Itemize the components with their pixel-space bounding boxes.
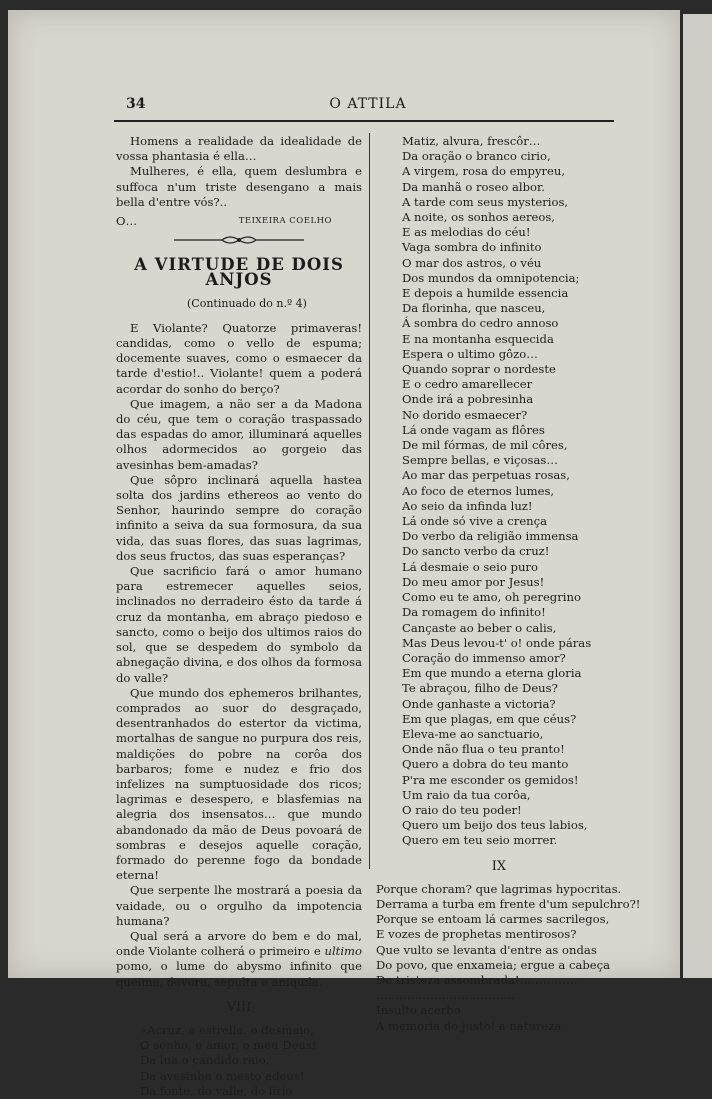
- article-title: A VIRTUDE DE DOIS ANJOS: [134, 255, 344, 290]
- continued-note: (Continuado do n.º 4): [187, 296, 307, 310]
- page-header: [120, 92, 616, 116]
- signature-name: TEIXEIRA COELHO: [238, 216, 332, 227]
- verse-line: Como eu te amo, oh peregrino: [402, 590, 581, 605]
- verse-line: Porque se entoam lá carmes sacrilegos,: [376, 912, 610, 927]
- verse-stanza-ix: [376, 881, 641, 1034]
- verse-line: Onde irá a pobresinha: [402, 392, 534, 407]
- verse-line: Do verbo da religião immensa: [402, 529, 579, 544]
- verse-line: Da manhã o roseo albor.: [402, 179, 545, 194]
- verse-line: Ao seio da infinda luz!: [402, 498, 533, 513]
- verse-line: A virgem, rosa do empyreu,: [402, 164, 566, 179]
- verse-line: E o cedro amarellecer: [402, 377, 533, 392]
- verse-line: «Acruz, a estrella, o desmaio,: [140, 1022, 314, 1037]
- article-paragraph: E Violante? Quatorze primaveras! candidas, como o vello de espuma; docemente suaves, como o esmaecer da tarde d'estio!.. Violante! quem a poderá acordar do sonho do berço?: [116, 320, 362, 396]
- verse-line: Porque choram? que lagrimas hypocritas.: [376, 881, 622, 896]
- article-paragraph: Que sacrificio fará o amor humano para estremecer aquelles seios, inclinados no derradeiro ésto da tarde á cruz da montanha, em abraço piedoso e sancto, como o beijo dos ultimos raios do sol, que se despedem do symbolo da abnegação divina, e dos olhos da formosa do valle?: [116, 564, 362, 685]
- verse-line: ………………………………: [376, 988, 516, 1003]
- verse-line: Vaga sombra do infinito: [402, 240, 542, 255]
- verse-line: Da lua o candido raio,: [140, 1053, 270, 1068]
- verse-line: O sonho, o amor, o meu Deus!: [140, 1038, 317, 1053]
- verse-line: Coração do immenso amor?: [402, 650, 566, 665]
- last-paragraph-end: pomo, o lume do abysmo infinito que queima, devora, sepulta e aniquila.: [116, 959, 362, 989]
- verse-line: De mil fórmas, de mil côres,: [402, 438, 568, 453]
- verse-line: Quero em teu seio morrer.: [402, 833, 558, 848]
- last-paragraph-start: Qual será a arvore do bem e do mal, onde Violante colherá o primeiro e: [116, 928, 362, 959]
- verse-line: E na montanha esquecida: [402, 331, 554, 346]
- verse-stanza: [376, 134, 622, 849]
- verse-line: Ao mar das perpetuas rosas,: [402, 468, 570, 483]
- verse-line: E depois a humilde essencia: [402, 286, 569, 301]
- verse-line: No dorido esmaecer?: [402, 407, 528, 422]
- verse-line: Á memoria do justo! a natureza: [376, 1018, 562, 1033]
- section-number: IX: [491, 858, 507, 874]
- right-column: [376, 134, 641, 1034]
- article-paragraph: Que imagem, a não ser a da Madona do céu, que tem o coração traspassado das espadas do amor, illuminará aquelles olhos adormecidos ao gorgeio das avesinhas bem-amadas?: [116, 396, 362, 472]
- verse-line: Em que plagas, em que céus?: [402, 711, 577, 726]
- verse-line: Eleva-me ao sanctuario,: [402, 726, 544, 741]
- verse-line: O mar dos astros, o véu: [402, 255, 542, 270]
- verse-line: Da fonte, do valle, do lirio: [140, 1083, 293, 1098]
- intro-paragraph: Mulheres, é ella, quem deslumbra e suffoca n'um triste desengano a mais bella d'entre vós?..: [116, 164, 362, 209]
- verse-line: Matiz, alvura, frescôr…: [402, 134, 541, 148]
- verse-line: Que vulto se levanta d'entre as ondas: [376, 942, 597, 957]
- verse-line: A tarde com seus mysterios,: [402, 194, 569, 209]
- verse-line: Um raio da tua corôa,: [402, 787, 531, 802]
- verse-line: Do sancto verbo da cruz!: [402, 544, 550, 559]
- italic-word: ultimo: [324, 944, 362, 959]
- verse-stanza: [116, 1023, 362, 1099]
- verse-line: Quero a dobra do teu manto: [402, 757, 569, 772]
- ornament-divider-icon: [116, 233, 362, 247]
- verse-line: Lá onde vagam as flôres: [402, 422, 545, 437]
- adjacent-page-edge: [683, 14, 712, 978]
- signature-initial: O…: [116, 214, 138, 229]
- verse-line: Á sombra do cedro annoso: [402, 316, 559, 331]
- verse-line: Cançaste ao beber o calis,: [402, 620, 557, 635]
- verse-line: Do meu amor por Jesus!: [402, 574, 545, 589]
- verse-line: Insulto acerbo: [376, 1003, 461, 1018]
- left-column: [116, 134, 362, 1099]
- verse-line: Mas Deus levou-t' o! onde páras: [402, 635, 592, 650]
- article-paragraph: Que mundo dos ephemeros brilhantes, comprados ao suor do desgraçado, desentranhados do estertor da victima, mortalhas de sangue no purpura dos reis, maldições do pobre na corôa dos barbaros; fome e nudez e frio dos infelizes na sumptuosidade dos ricos; lagrimas e desespero, e blasfemias na alegria dos insensatos… que mundo abandonado da mão de Deus povoará de sombras e desejos aquelle coração, formado do perenne fogo da bondade eterna!: [116, 685, 362, 883]
- verse-line: Dos mundos da omnipotencia;: [402, 270, 580, 285]
- page-number: 34: [126, 96, 146, 112]
- verse-line: Lá onde só vive a crença: [402, 514, 548, 529]
- verse-line: Onde ganhaste a victoria?: [402, 696, 556, 711]
- verse-line: Da romagem do infinito!: [402, 605, 546, 620]
- running-title: O ATTILA: [329, 96, 407, 112]
- verse-line: Da avesinha o mesto adeus!: [140, 1068, 305, 1083]
- verse-line: Espera o ultimo gôzo…: [402, 346, 538, 361]
- article-paragraph: Que serpente lhe mostrará a poesia da vaidade, ou o orgulho da impotencia humana?: [116, 883, 362, 928]
- header-rule: [114, 120, 614, 122]
- verse-line: O raio do teu poder!: [402, 802, 522, 817]
- verse-line: Quero um beijo dos teus labios,: [402, 818, 588, 833]
- intro-paragraph: Homens a realidade da idealidade de vossa phantasia é ella…: [116, 134, 362, 164]
- verse-line: Onde não flua o teu pranto!: [402, 742, 565, 757]
- verse-line: A noite, os sonhos aereos,: [402, 210, 555, 225]
- verse-line: Da oração o branco cirio,: [402, 149, 551, 164]
- verse-line: P'ra me esconder os gemidos!: [402, 772, 579, 787]
- section-number: VIII: [226, 999, 252, 1015]
- verse-line: De tristeza assombrada!……………: [376, 972, 578, 987]
- column-divider: [369, 133, 370, 869]
- verse-line: E vozes de prophetas mentirosos?: [376, 927, 577, 942]
- verse-line: Do povo, que enxameia; ergue a cabeça: [376, 957, 611, 972]
- verse-line: Derrama a turba em frente d'um sepulchro?!: [376, 896, 641, 911]
- verse-line: Sempre bellas, e viçosas…: [402, 453, 558, 468]
- verse-line: Ao foco de eternos lumes,: [402, 483, 555, 498]
- verse-line: Da florinha, que nasceu,: [402, 301, 546, 316]
- verse-line: Em que mundo a eterna gloria: [402, 666, 582, 681]
- verse-line: Te abraçou, filho de Deus?: [402, 681, 558, 696]
- verse-line: E as melodias do céu!: [402, 225, 531, 240]
- verse-line: Quando soprar o nordeste: [402, 362, 556, 377]
- verse-line: Lá desmaie o seio puro: [402, 559, 538, 574]
- article-paragraph: Que sôpro inclinará aquella hastea solta dos jardins ethereos ao vento do Senhor, haurindo sempre do coração infinito a seiva da sua formosura, da sua vida, das suas flores, das suas lagrimas, dos seus fructos, das suas esperanças?: [116, 472, 362, 563]
- signature-line: [116, 214, 362, 229]
